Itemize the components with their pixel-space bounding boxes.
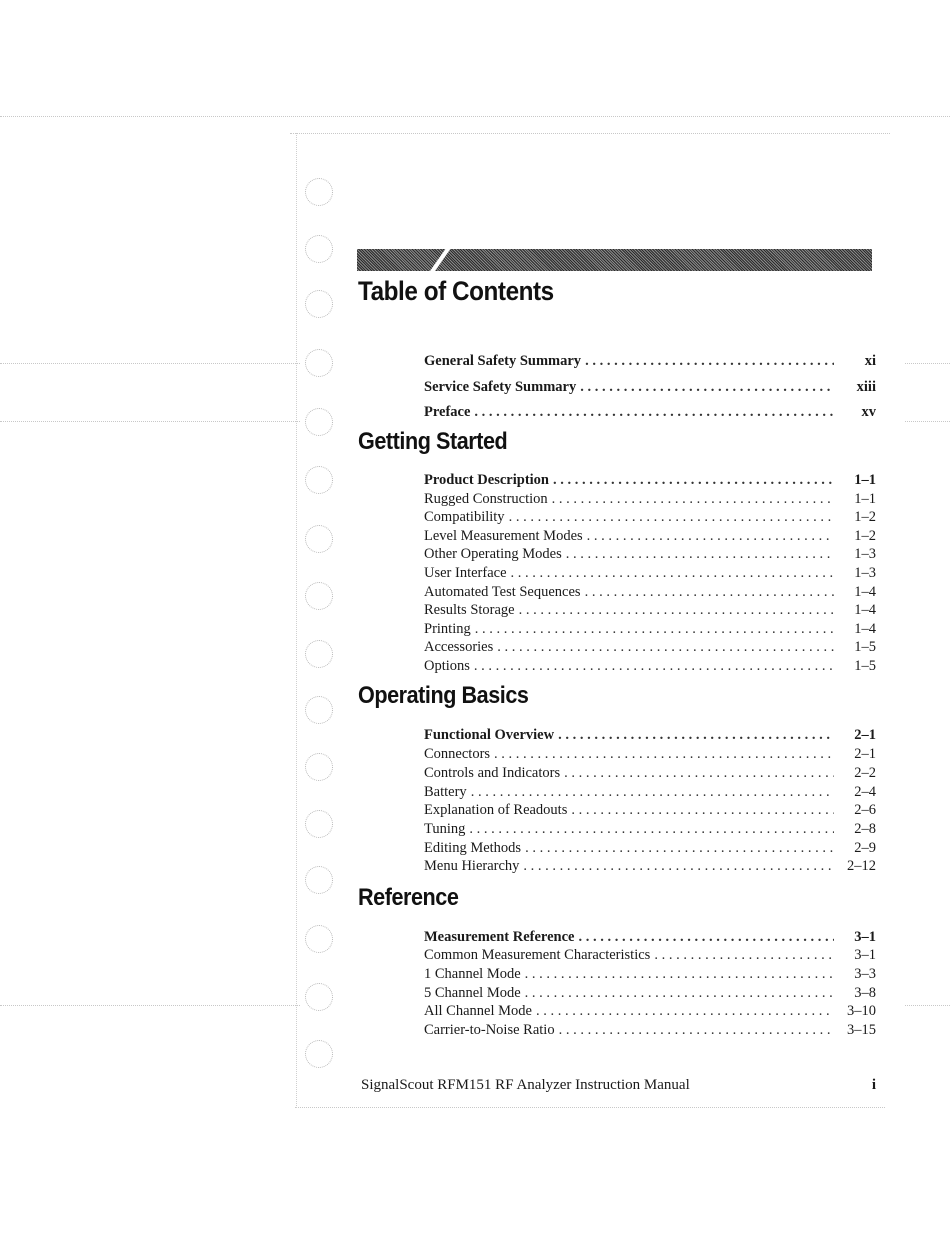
toc-entry[interactable] (424, 528, 876, 547)
toc-entry[interactable] (424, 639, 876, 658)
title-banner (357, 249, 872, 271)
toc-entry-page: 1–5 (854, 639, 876, 655)
toc-entry-page: 2–2 (854, 765, 876, 781)
toc-entry-label: User Interface (424, 565, 507, 581)
page-edge-line (296, 133, 297, 1108)
leader-dots (558, 727, 834, 744)
toc-entry-label: Carrier-to-Noise Ratio (424, 1022, 555, 1038)
toc-entry-page: 1–4 (854, 584, 876, 600)
toc-entry-page: 1–4 (854, 621, 876, 637)
toc-entry[interactable] (424, 802, 876, 821)
toc-entry-page: 1–2 (854, 509, 876, 525)
toc-entry-page: 2–12 (847, 858, 876, 874)
toc-entry-label: Service Safety Summary (424, 379, 577, 395)
toc-entry[interactable] (424, 821, 876, 840)
toc-entry[interactable] (424, 602, 876, 621)
manual-title: SignalScout RFM151 RF Analyzer Instruction Manual (361, 1077, 690, 1093)
binder-hole (305, 983, 333, 1011)
binder-hole (305, 235, 333, 263)
scan-line (290, 133, 890, 134)
toc-entry-page: 1–1 (854, 472, 876, 488)
toc-entry[interactable] (424, 509, 876, 528)
toc-entry-label: 1 Channel Mode (424, 966, 521, 982)
leader-dots (559, 1022, 834, 1039)
binder-hole (305, 178, 333, 206)
toc-entry-page: 2–1 (854, 746, 876, 762)
toc-entry[interactable] (424, 784, 876, 803)
toc-entry-label: Preface (424, 404, 471, 420)
toc-entry-page: 2–8 (854, 821, 876, 837)
toc-entry[interactable] (424, 746, 876, 765)
toc-entry-label: Editing Methods (424, 840, 522, 856)
toc-entry-page: 1–1 (854, 491, 876, 507)
leader-dots (578, 929, 834, 946)
toc-entry[interactable] (424, 765, 876, 784)
page-title: Table of Contents (358, 276, 554, 306)
scan-line (0, 116, 950, 117)
toc-entry[interactable] (424, 621, 876, 640)
toc-entry-page: 2–6 (854, 802, 876, 818)
binder-hole (305, 349, 333, 377)
section-heading: Operating Basics (358, 682, 529, 709)
toc-entry-label: Printing (424, 621, 471, 637)
toc-entry[interactable] (424, 947, 876, 966)
toc-entry[interactable] (424, 1003, 876, 1022)
scan-line (0, 1005, 300, 1006)
toc-entry[interactable] (424, 472, 876, 491)
leader-dots (474, 658, 834, 675)
leader-dots (525, 985, 834, 1002)
toc-entry-page: xiii (856, 379, 876, 395)
leader-dots (469, 821, 834, 838)
toc-entry[interactable] (424, 404, 876, 423)
toc-entry-page: 3–1 (854, 947, 876, 963)
toc-entry-label: Controls and Indicators (424, 765, 561, 781)
toc-entry-page: 1–3 (854, 546, 876, 562)
toc-entry[interactable] (424, 840, 876, 859)
leader-dots (580, 379, 834, 396)
binder-hole (305, 866, 333, 894)
toc-entry-label: Product Description (424, 472, 549, 488)
leader-dots (654, 947, 834, 964)
toc-entry-page: 2–9 (854, 840, 876, 856)
toc-entry-page: 3–10 (847, 1003, 876, 1019)
toc-entry-page: 3–3 (854, 966, 876, 982)
toc-entry-label: Options (424, 658, 470, 674)
binder-hole (305, 582, 333, 610)
toc-entry-page: 2–1 (854, 727, 876, 743)
toc-entry[interactable] (424, 491, 876, 510)
leader-dots (471, 784, 834, 801)
binder-hole (305, 466, 333, 494)
toc-entry-label: Explanation of Readouts (424, 802, 568, 818)
leader-dots (494, 746, 834, 763)
leader-dots (525, 966, 834, 983)
leader-dots (566, 546, 834, 563)
leader-dots (519, 602, 834, 619)
toc-entry[interactable] (424, 565, 876, 584)
leader-dots (564, 765, 834, 782)
leader-dots (585, 584, 834, 601)
leader-dots (525, 840, 834, 857)
toc-entry-label: Tuning (424, 821, 466, 837)
toc-entry-page: 1–4 (854, 602, 876, 618)
toc-entry-label: Measurement Reference (424, 929, 575, 945)
toc-entry-page: 2–4 (854, 784, 876, 800)
toc-entry-label: Battery (424, 784, 467, 800)
scan-line (295, 1107, 885, 1108)
leader-dots (474, 404, 834, 421)
toc-entry-label: Common Measurement Characteristics (424, 947, 651, 963)
toc-entry[interactable] (424, 584, 876, 603)
toc-entry-page: 3–1 (854, 929, 876, 945)
leader-dots (511, 565, 834, 582)
toc-entry-label: All Channel Mode (424, 1003, 532, 1019)
toc-entry[interactable] (424, 858, 876, 877)
binder-hole (305, 696, 333, 724)
toc-entry-label: Functional Overview (424, 727, 555, 743)
binder-hole (305, 925, 333, 953)
scan-line (0, 363, 300, 364)
leader-dots (585, 353, 834, 370)
scan-line (905, 363, 950, 364)
leader-dots (475, 621, 834, 638)
scan-line (0, 421, 300, 422)
page-footer (361, 1077, 876, 1094)
binder-hole (305, 525, 333, 553)
toc-entry-label: Results Storage (424, 602, 515, 618)
toc-entry-label: Level Measurement Modes (424, 528, 583, 544)
toc-entry[interactable] (424, 985, 876, 1004)
toc-entry-page: 3–8 (854, 985, 876, 1001)
binder-hole (305, 640, 333, 668)
leader-dots (523, 858, 834, 875)
toc-entry-page: xv (861, 404, 876, 420)
toc-entry-label: Automated Test Sequences (424, 584, 581, 600)
toc-entry-page: 1–5 (854, 658, 876, 674)
toc-entry-label: Connectors (424, 746, 491, 762)
binder-hole (305, 810, 333, 838)
toc-entry[interactable] (424, 353, 876, 372)
toc-entry[interactable] (424, 966, 876, 985)
binder-hole (305, 290, 333, 318)
binder-hole (305, 753, 333, 781)
binder-hole (305, 408, 333, 436)
toc-entry-label: Accessories (424, 639, 494, 655)
binder-hole (305, 1040, 333, 1068)
toc-entry[interactable] (424, 546, 876, 565)
leader-dots (497, 639, 834, 656)
toc-entry-page: xi (864, 353, 876, 369)
leader-dots (509, 509, 834, 526)
toc-entry[interactable] (424, 379, 876, 398)
leader-dots (536, 1003, 834, 1020)
section-heading: Getting Started (358, 428, 508, 455)
toc-entry-page: 1–2 (854, 528, 876, 544)
toc-entry[interactable] (424, 658, 876, 677)
page-number: i (871, 1077, 876, 1093)
toc-entry[interactable] (424, 727, 876, 746)
toc-entry-label: 5 Channel Mode (424, 985, 521, 1001)
toc-entry[interactable] (424, 929, 876, 948)
toc-entry-page: 3–15 (847, 1022, 876, 1038)
leader-dots (587, 528, 834, 545)
scan-line (905, 1005, 950, 1006)
toc-entry-label: Other Operating Modes (424, 546, 562, 562)
toc-entry-label: Rugged Construction (424, 491, 548, 507)
scan-line (905, 421, 950, 422)
leader-dots (553, 472, 834, 489)
toc-entry-page: 1–3 (854, 565, 876, 581)
toc-entry-label: Menu Hierarchy (424, 858, 520, 874)
toc-entry[interactable] (424, 1022, 876, 1041)
leader-dots (571, 802, 834, 819)
toc-entry-label: Compatibility (424, 509, 505, 525)
toc-entry-label: General Safety Summary (424, 353, 582, 369)
section-heading: Reference (358, 884, 459, 911)
leader-dots (552, 491, 834, 508)
